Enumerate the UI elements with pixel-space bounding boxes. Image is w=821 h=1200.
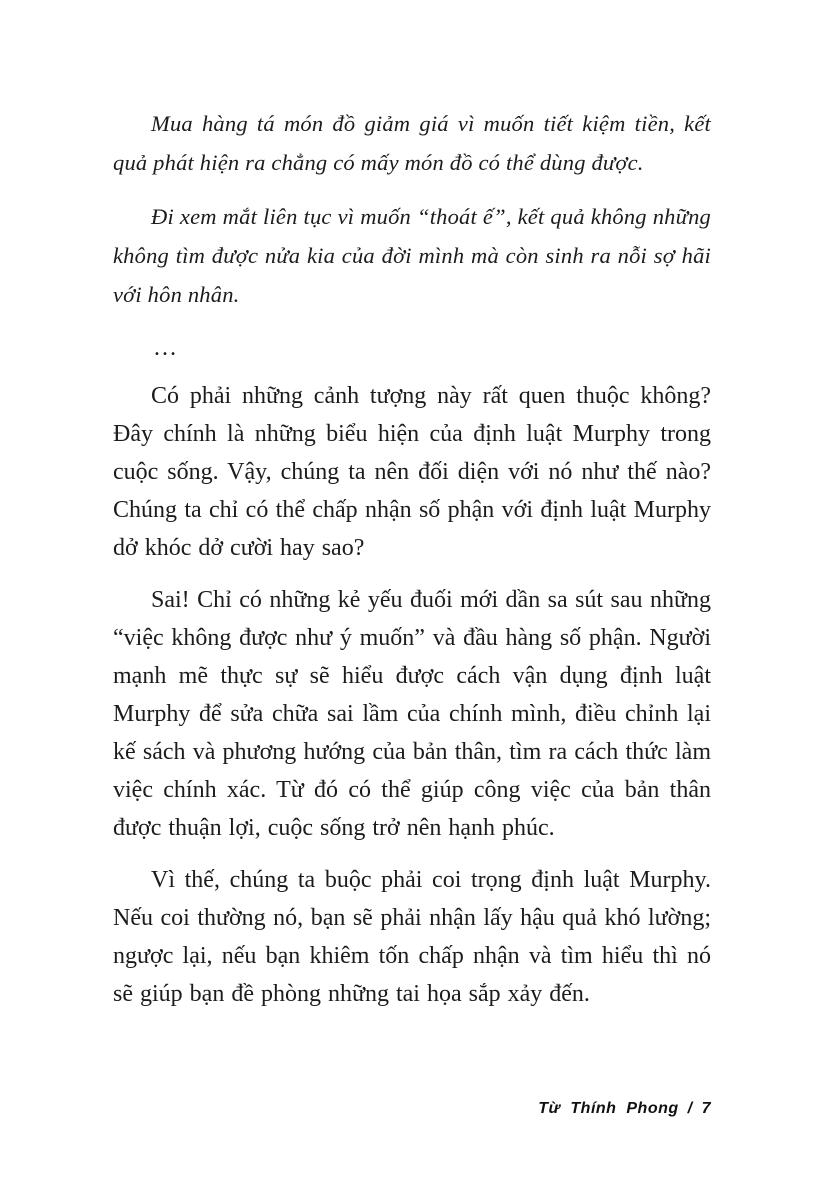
page-footer [538, 1100, 711, 1118]
footer-author: Từ Thính Phong [538, 1100, 679, 1117]
paragraph-2: Sai! Chỉ có những kẻ yếu đuối mới dần sa sút sau những “việc không được như ý muốn” và đầu hàng số phận. Người mạnh mẽ thực sự sẽ hiểu được cách vận dụng định luật Murphy để sửa chữa sai lầm của chính mình, điều chỉnh lại kế sách và phương hướng của bản thân, tìm ra cách thức làm việc chính xác. Từ đó có thể giúp công việc của bản thân được thuận lợi, cuộc sống trở nên hạnh phúc. [113, 587, 711, 841]
footer-page-number: 7 [701, 1100, 711, 1117]
paragraph-1: Có phải những cảnh tượng này rất quen thuộc không? Đây chính là những biểu hiện của định luật Murphy trong cuộc sống. Vậy, chúng ta nên đối diện với nó như thế nào? Chúng ta chỉ có thể chấp nhận số phận với định luật Murphy dở khóc dở cười hay sao? [113, 383, 711, 561]
footer-separator: / [687, 1100, 693, 1117]
intro-quote-2: Đi xem mắt liên tục vì muốn “thoát ế”, kết quả không những không tìm được nửa kia của đời mình mà còn sinh ra nỗi sợ hãi với hôn nhân. [113, 204, 711, 307]
ellipsis-line: … [153, 335, 181, 361]
intro-quote-1: Mua hàng tá món đồ giảm giá vì muốn tiết kiệm tiền, kết quả phát hiện ra chẳng có mấy món đồ có thể dùng được. [113, 111, 711, 175]
page-content [113, 104, 711, 1027]
paragraph-3: Vì thế, chúng ta buộc phải coi trọng định luật Murphy. Nếu coi thường nó, bạn sẽ phải nhận lấy hậu quả khó lường; ngược lại, nếu bạn khiêm tốn chấp nhận và tìm hiểu thì nó sẽ giúp bạn đề phòng những tai họa sắp xảy đến. [113, 867, 711, 1007]
